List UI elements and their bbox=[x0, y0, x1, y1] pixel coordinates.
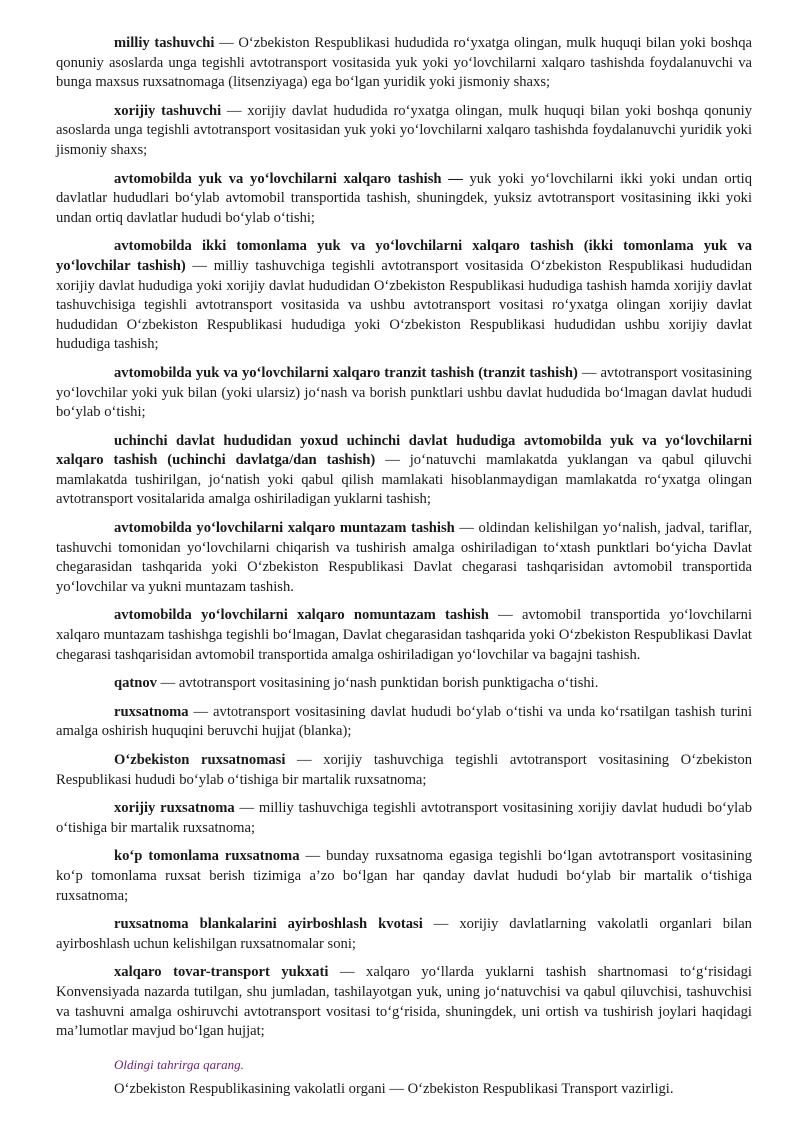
definition-kop-tomonlama bbox=[56, 847, 752, 906]
definition-term: avtomobilda yo‘lovchilarni xalqaro nomuntazam tashish bbox=[114, 607, 489, 624]
definition-text: — xorijiy davlatlarning vakolatli organlari bilan ayirboshlash uchun kelishilgan ruxsatnomalar soni; bbox=[56, 916, 752, 952]
definition-text: — avtotransport vositasining jo‘nash punktidan borish punktigacha o‘tishi. bbox=[156, 675, 599, 692]
authorized-body-paragraph: O‘zbekiston Respublikasining vakolatli organi — O‘zbekiston Respublikasi Transport vazirligi. bbox=[114, 1080, 674, 1097]
definition-uchinchi-davlat bbox=[56, 432, 752, 510]
definition-xalqaro-tashish bbox=[56, 170, 752, 229]
definition-text: — xalqaro yo‘llarda yuklarni tashish shartnomasi to‘g‘risidagi Konvensiyada nazarda tutilgan, shu jumladan, tashilayotgan yuk, uning jo‘natuvchisi va qabul qiluvchisi, tashuvchisi va tashuvni amalga oshiruvchi avtotransport vositasi to‘g‘risida, shuningdek, uni ortish va tushirish joylari haqidagi ma’lumotlar mavjud bo‘lgan hujjat; bbox=[56, 964, 752, 1040]
definition-qatnov bbox=[56, 674, 752, 694]
definition-term: milliy tashuvchi bbox=[114, 35, 215, 51]
definition-ruxsatnoma bbox=[56, 703, 752, 742]
definition-term: xorijiy tashuvchi bbox=[114, 102, 222, 119]
definition-text: — avtotransport vositasining yo‘lovchilar yoki yuk bilan (yoki ularsiz) jo‘nash va borish punktlari ushbu davlat hududida bo‘lmagan davlat hududi bo‘ylab o‘tishi; bbox=[56, 364, 752, 421]
definition-term: O‘zbekiston ruxsatnomasi bbox=[114, 752, 286, 768]
document-page bbox=[56, 34, 752, 1099]
definition-term: xorijiy ruxsatnoma bbox=[114, 800, 235, 817]
definition-yukxati bbox=[56, 963, 752, 1041]
definition-kvota bbox=[56, 915, 752, 954]
definition-term: ko‘p tomonlama ruxsatnoma bbox=[114, 848, 300, 865]
definition-text: — milliy tashuvchiga tegishli avtotransport vositasining xorijiy davlat hududi bo‘ylab o‘tishiga bir martalik ruxsatnoma; bbox=[56, 800, 752, 836]
definition-text: — bunday ruxsatnoma egasiga tegishli bo‘lgan avtotransport vositasining ko‘p tomonlama ruxsat berish tizimiga a’zo bo‘lgan har qanday davlat hududi bo‘ylab bir martalik o‘tishiga ruxsatnoma; bbox=[56, 848, 752, 904]
definition-xorijiy-tashuvchi bbox=[56, 102, 752, 161]
definition-term: ruxsatnoma blankalarini ayirboshlash kvotasi bbox=[114, 916, 423, 933]
definition-term: uchinchi davlat hududidan yoxud uchinchi davlat hududiga avtomobilda yuk va yo‘lovchilarni xalqaro tashish (uchinchi davlatga/dan tashish) bbox=[56, 432, 752, 469]
definition-term: avtomobilda ikki tomonlama yuk va yo‘lovchilarni xalqaro tashish (ikki tomonlama yuk va yo‘lovchilar tashish) bbox=[56, 238, 752, 274]
definition-text: — jo‘natuvchi mamlakatda yuklangan va qabul qiluvchi mamlakatda tushirilgan, jo‘natish yoki qabul qilish mamlakati hisoblanmaydigan mamlakatda ro‘yxatga olingan avtotransport vositalarida amalga oshiriladigan yuklarni tashish; bbox=[56, 452, 752, 508]
definition-text: — avtotransport vositasining davlat hududi bo‘ylab o‘tishi va unda ko‘rsatilgan tashish turini amalga oshirish huquqini beruvchi hujjat (blanka); bbox=[56, 703, 752, 740]
previous-revision-link[interactable]: Oldingi tahrirga qarang. bbox=[114, 1056, 244, 1072]
definition-term: avtomobilda yuk va yo‘lovchilarni xalqaro tranzit tashish (tranzit tashish) bbox=[114, 364, 578, 381]
definition-text: — avtomobil transportida yo‘lovchilarni xalqaro muntazam tashishga tegishli bo‘lmagan, Davlat chegarasidan tashqarida yoki O‘zbekiston Respublikasi Davlat chegarasi tashqarisidan avtomobil transportida amalga oshiriladigan yo‘lovchilar va bagajni tashish. bbox=[56, 607, 753, 663]
definition-term: avtomobilda yo‘lovchilarni xalqaro muntazam tashish bbox=[114, 520, 455, 537]
definition-milliy-tashuvchi bbox=[56, 34, 752, 93]
definition-text: — O‘zbekiston Respublikasi hududida ro‘yxatga olingan, mulk huquqi bilan yoki boshqa qonuniy asoslarda unga tegishli avtotransport vositasida yuk yoki yo‘lovchilarni xalqaro tashishda foydalanuvchi va bunga maxsus ruxsatnomaga (litsenziyaga) ega bo‘lgan yuridik yoki jismoniy shaxs; bbox=[56, 35, 752, 91]
definition-term: ruxsatnoma bbox=[114, 703, 189, 720]
definition-tranzit bbox=[56, 364, 752, 423]
definition-text: — xorijiy tashuvchiga tegishli avtotransport vositasining O‘zbekiston Respublikasi hududi bo‘ylab o‘tishiga bir martalik ruxsatnoma; bbox=[56, 752, 752, 788]
definition-term: qatnov bbox=[114, 675, 157, 692]
definition-text: — oldindan kelishilgan yo‘nalish, jadval, tariflar, tashuvchi tomonidan yo‘lovchilarni chiqarish va tushirish amalga oshiriladigan to‘xtash punktlari bo‘yicha Davlat chegarasidan tashqarida yoki O‘zbekiston Respublikasi Davlat chegarasi tashqarisidan avtomobil transportida yo‘lovchilar va yukni muntazam tashish. bbox=[56, 520, 752, 595]
definition-xorijiy-ruxsatnoma bbox=[56, 799, 752, 838]
definition-ozbekiston-ruxsatnomasi bbox=[56, 751, 752, 790]
definition-muntazam bbox=[56, 519, 752, 597]
definition-text: — milliy tashuvchiga tegishli avtotransport vositasida O‘zbekiston Respublikasi hududidan xorijiy davlat hududiga yoki xorijiy davlat hududidan O‘zbekiston Respublikasi hududiga tashish hamda xorijiy davlat tashuvchisiga tegishli avtotransport vositasida va ushbu avtotransport vositasi ro‘yxatga olingan xorijiy davlat hududidan O‘zbekiston Respublikasi hududiga yoki O‘zbekiston Respublikasi hududidan ushbu xorijiy davlat hududiga tashish; bbox=[56, 257, 752, 353]
definition-term: avtomobilda yuk va yo‘lovchilarni xalqaro tashish — bbox=[114, 170, 463, 187]
definition-ikki-tomonlama bbox=[56, 237, 752, 355]
definition-text: — xorijiy davlat hududida ro‘yxatga olingan, mulk huquqi bilan yoki boshqa qonuniy asoslarda unga tegishli avtotransport vositasidan yuk yoki yo‘lovchilarni xalqaro tashishda foydalanuvchi yuridik yoki jismoniy shaxs; bbox=[56, 102, 752, 158]
definition-term: xalqaro tovar-transport yukxati bbox=[114, 964, 329, 981]
definition-nomuntazam bbox=[56, 606, 752, 665]
definition-text: yuk yoki yo‘lovchilarni ikki yoki undan ortiq davlatlar hududlari bo‘ylab avtomobil transportida tashish, shuningdek, yuksiz avtotransport vositasining ikki yoki undan ortiq davlatlar hududi bo‘ylab o‘tishi; bbox=[56, 170, 752, 226]
